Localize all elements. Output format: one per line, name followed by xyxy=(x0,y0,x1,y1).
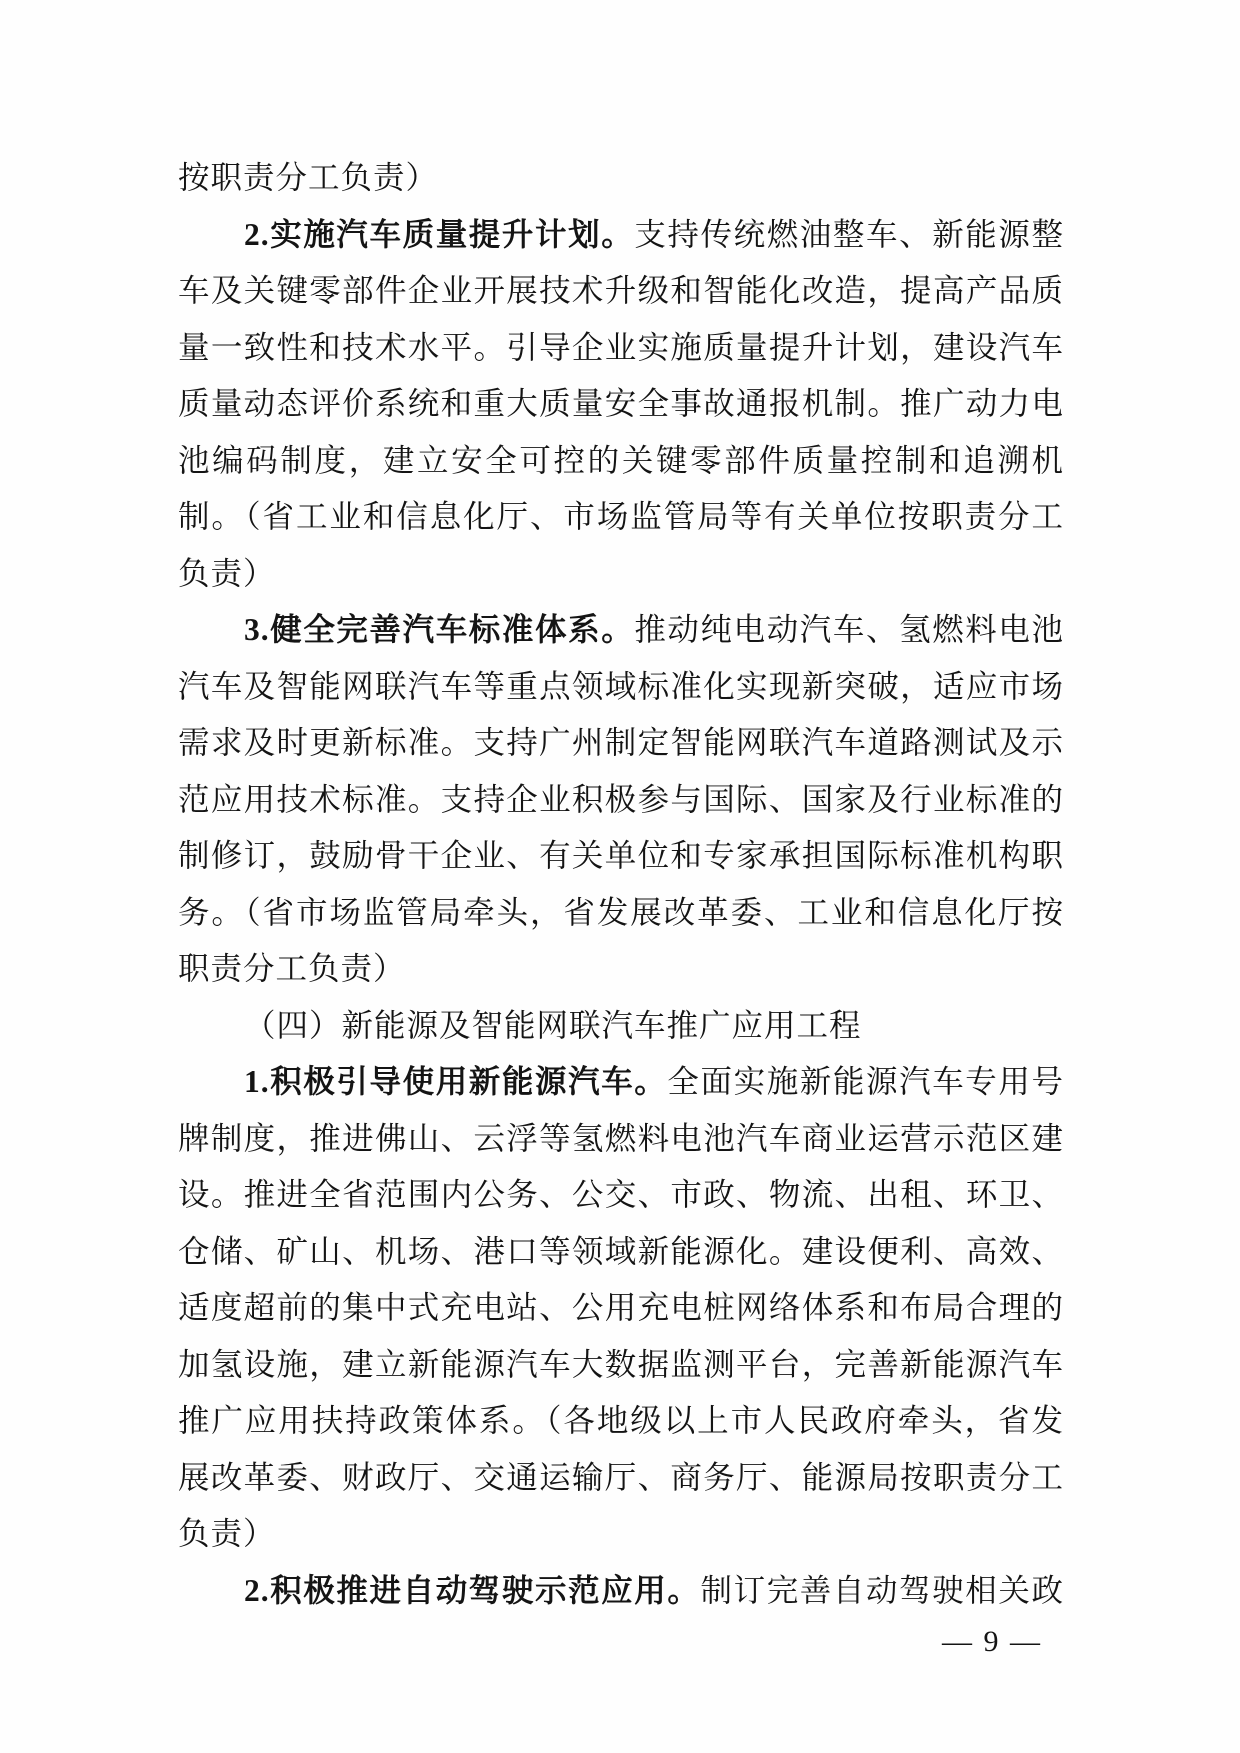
paragraph-text-run: 量一致性和技术水平。引导企业实施质量提升计划，建设汽车 xyxy=(178,329,1064,365)
page-number: — 9 — xyxy=(942,1625,1042,1658)
text-line xyxy=(178,1393,1064,1450)
text-line xyxy=(178,546,1064,603)
paragraph-text-run: 展改革委、财政厅、交通运输厅、商务厅、能源局按职责分工 xyxy=(178,1459,1064,1495)
paragraph-text-run: 负责） xyxy=(178,555,276,591)
text-line xyxy=(178,828,1064,885)
text-line xyxy=(178,998,1064,1055)
text-line xyxy=(178,1224,1064,1281)
text-line xyxy=(178,320,1064,377)
paragraph-text-run: 制。（省工业和信息化厅、市场监管局等有关单位按职责分工 xyxy=(178,499,1064,534)
text-line xyxy=(178,659,1064,716)
paragraph-text-run: 质量动态评价系统和重大质量安全事故通报机制。推广动力电 xyxy=(178,386,1064,421)
paragraph-text-run: 制订完善自动驾驶相关政 xyxy=(700,1572,1064,1608)
text-line xyxy=(178,1337,1064,1394)
paragraph-text-run: 制修订，鼓励骨干企业、有关单位和专家承担国际标准机构职 xyxy=(178,838,1064,873)
text-line xyxy=(178,489,1064,546)
text-line xyxy=(178,1280,1064,1337)
text-line xyxy=(178,263,1064,320)
body-text-block xyxy=(178,150,1064,1619)
paragraph-heading-run: 2.积极推进自动驾驶示范应用。 xyxy=(244,1572,701,1608)
text-line xyxy=(178,715,1064,772)
paragraph-text-run: 按职责分工负责） xyxy=(178,160,439,195)
text-line xyxy=(178,1111,1064,1168)
paragraph-text-run: 负责） xyxy=(178,1516,276,1551)
text-line xyxy=(178,1506,1064,1563)
paragraph-text-run: 汽车及智能网联汽车等重点领域标准化实现新突破，适应市场 xyxy=(178,668,1064,704)
paragraph-text-run: 适度超前的集中式充电站、公用充电桩网络体系和布局合理的 xyxy=(178,1290,1064,1325)
text-line xyxy=(178,941,1064,998)
paragraph-text-run: 范应用技术标准。支持企业积极参与国际、国家及行业标准的 xyxy=(178,781,1064,817)
text-line xyxy=(178,433,1064,490)
text-line xyxy=(178,376,1064,433)
paragraph-text-run: 支持传统燃油整车、新能源整 xyxy=(634,216,1064,252)
text-line xyxy=(178,1054,1064,1111)
paragraph-text-run: （四）新能源及智能网联汽车推广应用工程 xyxy=(244,1007,862,1043)
paragraph-text-run: 设。推进全省范围内公务、公交、市政、物流、出租、环卫、 xyxy=(178,1177,1064,1212)
text-line xyxy=(178,772,1064,829)
paragraph-text-run: 车及关键零部件企业开展技术升级和智能化改造，提高产品质 xyxy=(178,273,1064,308)
paragraph-heading-run: 1.积极引导使用新能源汽车。 xyxy=(244,1064,668,1099)
text-line xyxy=(178,1450,1064,1507)
text-line xyxy=(178,150,1064,207)
paragraph-text-run: 仓储、矿山、机场、港口等领域新能源化。建设便利、高效、 xyxy=(178,1233,1064,1269)
paragraph-text-run: 推广应用扶持政策体系。（各地级以上市人民政府牵头，省发 xyxy=(178,1403,1064,1438)
paragraph-text-run: 推动纯电动汽车、氢燃料电池 xyxy=(634,612,1064,647)
text-line xyxy=(178,1563,1064,1620)
text-line xyxy=(178,207,1064,264)
paragraph-text-run: 池编码制度，建立安全可控的关键零部件质量控制和追溯机 xyxy=(178,442,1064,478)
paragraph-text-run: 职责分工负责） xyxy=(178,951,406,986)
text-line xyxy=(178,602,1064,659)
paragraph-text-run: 务。（省市场监管局牵头，省发展改革委、工业和信息化厅按 xyxy=(178,894,1064,930)
text-line xyxy=(178,1167,1064,1224)
paragraph-heading-run: 2.实施汽车质量提升计划。 xyxy=(244,216,635,252)
paragraph-text-run: 加氢设施，建立新能源汽车大数据监测平台，完善新能源汽车 xyxy=(178,1346,1064,1382)
text-line xyxy=(178,885,1064,942)
paragraph-text-run: 需求及时更新标准。支持广州制定智能网联汽车道路测试及示 xyxy=(178,725,1064,760)
paragraph-text-run: 全面实施新能源汽车专用号 xyxy=(667,1064,1064,1099)
paragraph-text-run: 牌制度，推进佛山、云浮等氢燃料电池汽车商业运营示范区建 xyxy=(178,1120,1064,1156)
paragraph-heading-run: 3.健全完善汽车标准体系。 xyxy=(244,612,635,647)
